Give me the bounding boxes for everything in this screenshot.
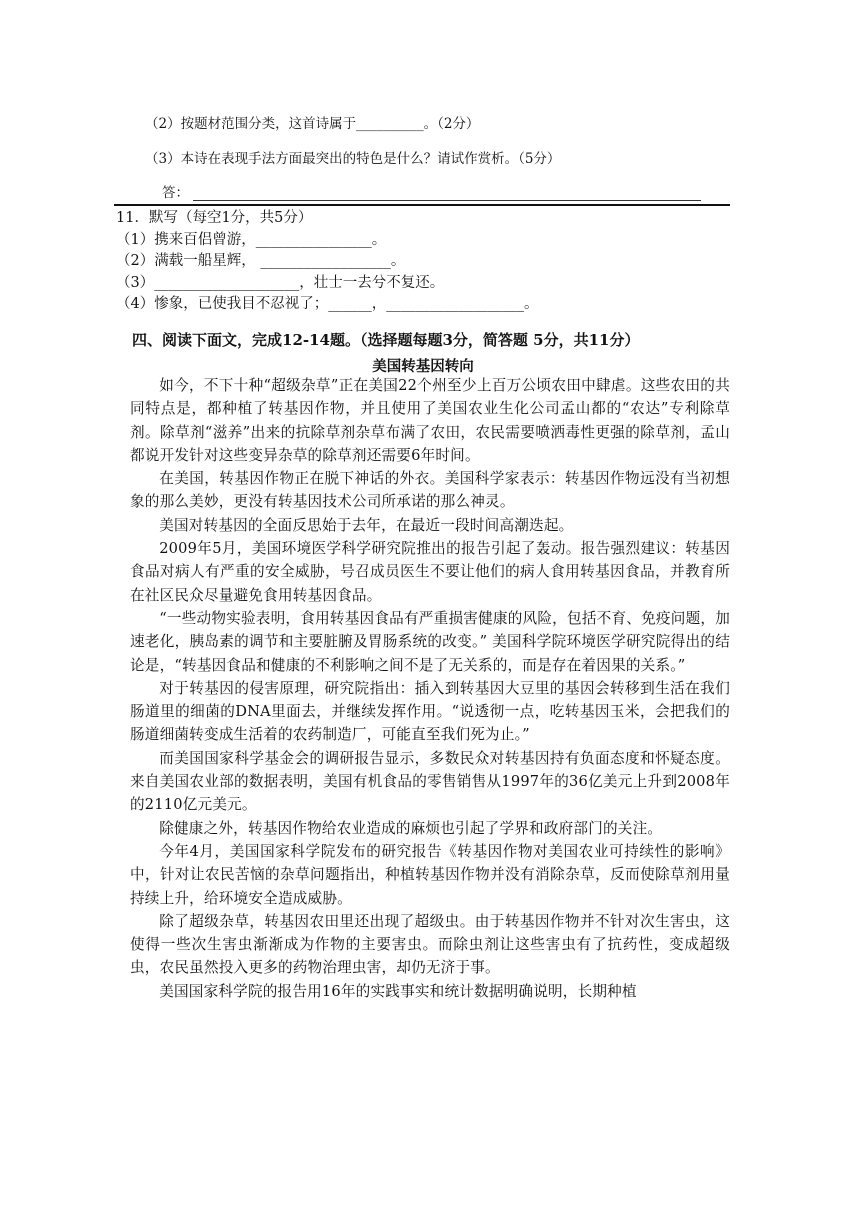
question-11-line: （3）____________________，壮士一去兮不复还。 [116,274,445,291]
question-11-header: 11．默写（每空1分，共5分） [116,210,313,226]
section-divider [114,204,730,206]
question-11-line: （2）满载一船星辉， __________________。 [116,253,406,269]
answer-blank [193,186,701,201]
article-paragraph: 而美国国家科学基金会的调研报告显示，多数民众对转基因持有负面态度和怀疑态度。来自美国农业部的数据表明，美国有机食品的零售销售从1997年的36亿美元上升到2008年的2110亿元美元。 [130,749,730,814]
question-10-item-3: （3）本诗在表现手法方面最突出的特色是什么？请试作赏析。（5分） [145,151,561,167]
question-10-item-2: （2）按题材范围分类，这首诗属于__________。（2分） [145,116,480,132]
article-paragraph: 今年4月，美国国家科学院发布的研究报告《转基因作物对美国农业可持续性的影响》中，针对让农民苦恼的杂草问题指出，种植转基因作物并没有消除杂草，反而使除草剂用量持续上升，给环境安全造成威胁。 [130,842,730,907]
article-title: 美国转基因转向 [372,358,474,375]
article-paragraph: 除了超级杂草，转基因农田里还出现了超级虫。由于转基因作物并不针对次生害虫，这使得一些次生害虫渐渐成为作物的主要害虫。而除虫剂让这些害虫有了抗药性，变成超级虫，农民虽然投入更多的药物治理虫害，却仍无济于事。 [130,912,730,977]
article-paragraph: 美国对转基因的全面反思始于去年，在最近一段时间高潮迭起。 [159,516,574,534]
article-paragraph: 除健康之外，转基因作物给农业造成的麻烦也引起了学界和政府部门的关注。 [159,819,663,837]
article-paragraph: 如今，不下十种“超级杂草”正在美国22个州至少上百万公顷农田中肆虐。这些农田的共同特点是，都种植了转基因作物，并且使用了美国农业生化公司孟山都的“农达”专利除草剂。除草剂“滋养”出来的抗除草剂杂草布满了农田，农民需要喷洒毒性更强的除草剂，孟山都说开发针对这些变异杂草的除草剂还需要6年时间。 [130,377,730,464]
article-paragraph: “一些动物实验表明，食用转基因食品有严重损害健康的风险，包括不育、免疫问题，加速老化，胰岛素的调节和主要脏腑及胃肠系统的改变。” 美国科学院环境医学研究院得出的结论是，“转基因食品和健康的不利影响之间不是了无关系的，而是存在着因果的关系。” [130,609,730,674]
article-paragraph: 在美国，转基因作物正在脱下神话的外衣。美国科学家表示：转基因作物远没有当初想象的那么美妙，更没有转基因技术公司所承诺的那么神灵。 [130,470,730,511]
question-11-line: （1）携来百侣曾游，________________。 [116,231,387,248]
answer-label: 答： [162,185,189,201]
article-paragraph: 2009年5月，美国环境医学科学研究院推出的报告引起了轰动。报告强烈建议：转基因食品对病人有严重的安全威胁，号召成员医生不要让他们的病人食用转基因食品，并教育所在社区民众尽量避免食用转基因食品。 [130,540,730,604]
article-paragraph: 美国国家科学院的报告用16年的实践事实和统计数据明确说明，长期种植 [159,982,637,1000]
answer-line [162,181,701,201]
question-11-line: （4）惨象，已使我目不忍视了；______，___________________。 [116,296,539,312]
article-paragraph: 对于转基因的侵害原理，研究院指出：插入到转基因大豆里的基因会转移到生活在我们肠道里的细菌的DNA里面去，并继续发挥作用。“说透彻一点，吃转基因玉米，会把我们的肠道细菌转变成生活着的农药制造厂，可能直至我们死为止。” [130,679,730,744]
section-4-header: 四、阅读下面文，完成12-14题。（选择题每题3分，简答题 5分，共11分） [132,331,640,349]
question-11 [116,208,538,316]
article-body [130,374,730,1003]
